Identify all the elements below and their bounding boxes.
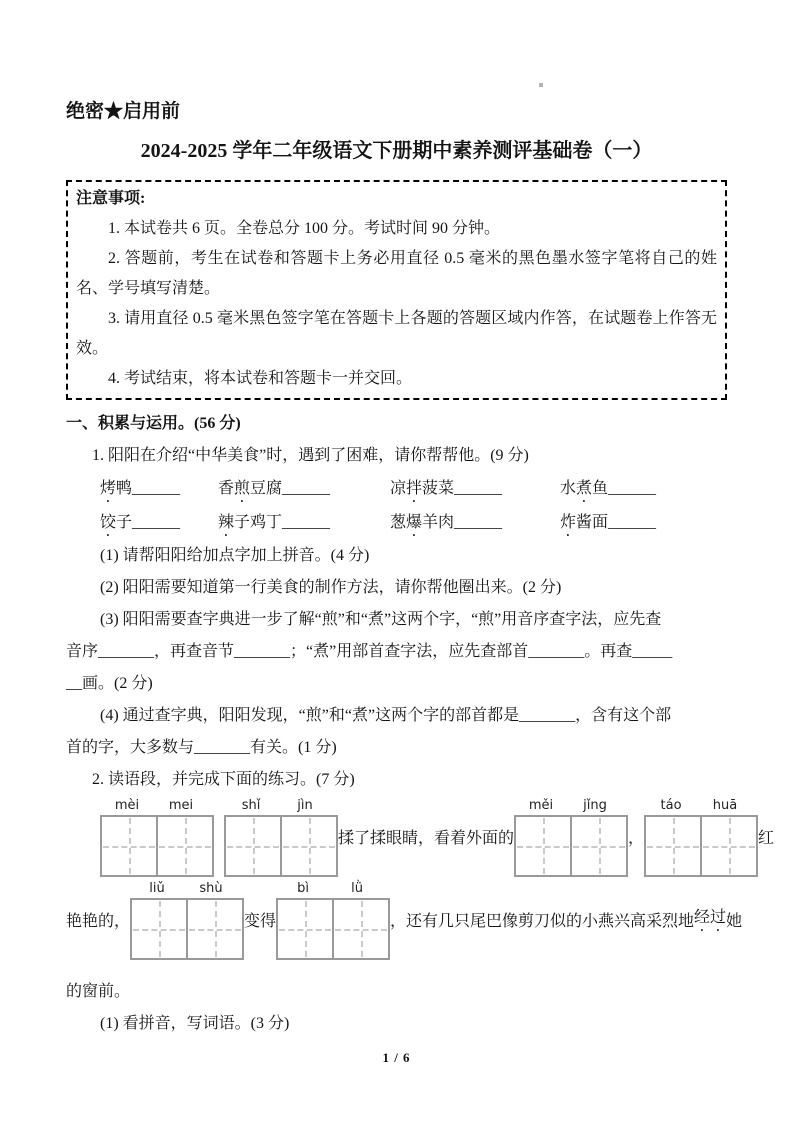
food-text: 羊肉 bbox=[422, 514, 455, 531]
answer-blank[interactable]: ______ bbox=[454, 480, 503, 497]
food-text: 酱面 bbox=[576, 514, 609, 531]
page-number: 1 / 6 bbox=[382, 1050, 411, 1065]
pinyin-syllable: táo bbox=[660, 798, 682, 813]
pinyin-labels bbox=[514, 796, 628, 815]
writing-cells bbox=[224, 815, 338, 877]
food-text: 葱 bbox=[390, 514, 407, 531]
answer-blank[interactable]: ______ bbox=[282, 514, 331, 531]
q1-sub3-line3: __画。(2 分) bbox=[66, 675, 153, 692]
pinyin-row-1 bbox=[66, 796, 775, 877]
answer-blank[interactable]: ______ bbox=[608, 480, 657, 497]
answer-blank[interactable]: ______ bbox=[454, 514, 503, 531]
pinyin-writing-grid bbox=[100, 796, 214, 877]
writing-cell[interactable] bbox=[280, 817, 336, 875]
notice-heading: 注意事项: bbox=[76, 190, 146, 207]
dotted-char: 煎 bbox=[234, 480, 251, 497]
writing-cell[interactable] bbox=[570, 817, 626, 875]
pinyin-syllable: liǔ bbox=[149, 881, 165, 896]
food-list bbox=[66, 472, 727, 540]
pinyin-syllable: mèi bbox=[114, 798, 140, 813]
dotted-char: 烤 bbox=[100, 480, 117, 497]
pinyin-labels bbox=[130, 879, 244, 898]
pinyin-writing-grid bbox=[130, 879, 244, 960]
pinyin-syllable: mei bbox=[168, 798, 194, 813]
writing-cell[interactable] bbox=[516, 817, 570, 875]
pinyin-syllable: jǐng bbox=[583, 798, 607, 813]
dotted-word: 经过 bbox=[694, 909, 727, 926]
q1-sub4-line1: (4) 通过查字典，阳阳发现，“煎”和“煮”这两个字的部首都是_______，含有这个部 bbox=[100, 707, 672, 724]
pinyin-syllable: měi bbox=[528, 798, 554, 813]
food-text: 凉 bbox=[390, 480, 407, 497]
writing-cell[interactable] bbox=[700, 817, 756, 875]
passage-text: 她 bbox=[726, 913, 743, 930]
writing-cell[interactable] bbox=[156, 817, 212, 875]
food-text: 鸭 bbox=[116, 480, 133, 497]
passage-text: 变得 bbox=[244, 913, 277, 930]
pinyin-syllable: jìn bbox=[297, 798, 313, 813]
food-text: 香 bbox=[218, 480, 235, 497]
writing-cells bbox=[130, 898, 244, 960]
dotted-char: 饺 bbox=[100, 514, 117, 531]
pinyin-syllable: lǜ bbox=[351, 881, 363, 896]
pinyin-syllable: huā bbox=[712, 798, 738, 813]
passage-text: ，还有几只尾巴像剪刀似的小燕兴高采烈地 bbox=[390, 913, 695, 930]
writing-cell[interactable] bbox=[186, 900, 242, 958]
writing-cell[interactable] bbox=[226, 817, 280, 875]
food-text: 菠菜 bbox=[422, 480, 455, 497]
pinyin-writing-grid bbox=[644, 796, 758, 877]
pinyin-labels bbox=[100, 796, 214, 815]
writing-cell[interactable] bbox=[102, 817, 156, 875]
writing-cells bbox=[514, 815, 628, 877]
q1-stem: 1. 阳阳在介绍“中华美食”时，遇到了困难，请你帮帮他。(9 分) bbox=[92, 447, 529, 464]
food-item bbox=[560, 472, 656, 506]
food-text: 豆腐 bbox=[250, 480, 283, 497]
passage-text: 红 bbox=[758, 830, 775, 847]
pinyin-syllable: shǐ bbox=[241, 798, 261, 813]
writing-cells bbox=[276, 898, 390, 960]
writing-cells bbox=[100, 815, 214, 877]
writing-cell[interactable] bbox=[132, 900, 186, 958]
food-item bbox=[100, 506, 218, 540]
passage-text: 艳艳的， bbox=[66, 913, 131, 930]
classification-banner: 绝密★启用前 bbox=[66, 101, 181, 122]
q1-sub3-line1: (3) 阳阳需要查字典进一步了解“煎”和“煮”这两个字，“煎”用音序查字法，应先查 bbox=[100, 611, 662, 628]
food-item bbox=[100, 472, 218, 506]
writing-cell[interactable] bbox=[646, 817, 700, 875]
writing-cell[interactable] bbox=[332, 900, 388, 958]
pinyin-labels bbox=[224, 796, 338, 815]
notice-item: 3. 请用直径 0.5 毫米黑色签字笔在答题卡上各题的答题区域内作答，在试题卷上作答无效。 bbox=[76, 310, 717, 357]
pinyin-syllable: shù bbox=[199, 881, 223, 896]
pinyin-labels bbox=[276, 879, 390, 898]
dotted-char: 炸 bbox=[560, 514, 577, 531]
pinyin-syllable: bì bbox=[297, 881, 309, 896]
notice-box bbox=[66, 180, 727, 400]
q1-sub2: (2) 阳阳需要知道第一行美食的制作方法，请你帮他圈出来。(2 分) bbox=[100, 579, 562, 596]
pinyin-writing-grid bbox=[514, 796, 628, 877]
food-item bbox=[218, 472, 390, 506]
food-item bbox=[218, 506, 390, 540]
dotted-char: 爆 bbox=[406, 514, 423, 531]
food-text: 鱼 bbox=[592, 480, 609, 497]
q1-sub3-line2: 音序_______，再查音节_______；“煮”用部首查字法，应先查部首_______。再查_____ bbox=[66, 643, 673, 660]
passage-text: 揉了揉眼睛，看着外面的 bbox=[338, 830, 515, 847]
passage-text: ， bbox=[628, 830, 645, 847]
passage-tail: 的窗前。 bbox=[66, 983, 131, 1000]
notice-item: 1. 本试卷共 6 页。全卷总分 100 分。考试时间 90 分钟。 bbox=[108, 220, 501, 237]
pinyin-labels bbox=[644, 796, 758, 815]
q1-sub4-line2: 首的字，大多数与_______有关。(1 分) bbox=[66, 739, 337, 756]
notice-item: 2. 答题前，考生在试卷和答题卡上务必用直径 0.5 毫米的黑色墨水签字笔将自己的姓名、学号填写清楚。 bbox=[76, 250, 717, 297]
food-text: 水 bbox=[560, 480, 577, 497]
notice-item: 4. 考试结束，将本试卷和答题卡一并交回。 bbox=[108, 370, 413, 387]
section-heading: 一、积累与运用。(56 分) bbox=[66, 415, 241, 432]
writing-cell[interactable] bbox=[278, 900, 332, 958]
scan-artifact-dot bbox=[539, 83, 543, 87]
answer-blank[interactable]: ______ bbox=[608, 514, 657, 531]
pinyin-row-2 bbox=[66, 879, 743, 960]
dotted-char: 煮 bbox=[576, 480, 593, 497]
food-text: 子鸡丁 bbox=[234, 514, 283, 531]
pinyin-writing-grid bbox=[276, 879, 390, 960]
food-item bbox=[390, 472, 560, 506]
food-row bbox=[100, 506, 727, 540]
writing-cells bbox=[644, 815, 758, 877]
food-row bbox=[100, 472, 727, 506]
answer-blank[interactable]: ______ bbox=[132, 514, 181, 531]
food-item bbox=[560, 506, 656, 540]
food-text: 子 bbox=[116, 514, 133, 531]
food-item bbox=[390, 506, 560, 540]
q2-stem: 2. 读语段，并完成下面的练习。(7 分) bbox=[92, 771, 355, 788]
page-title: 2024-2025 学年二年级语文下册期中素养测评基础卷（一） bbox=[140, 140, 653, 162]
answer-blank[interactable]: ______ bbox=[132, 480, 181, 497]
dotted-char: 拌 bbox=[406, 480, 423, 497]
q2-sub1: (1) 看拼音，写词语。(3 分) bbox=[100, 1015, 290, 1032]
dotted-char: 辣 bbox=[218, 514, 235, 531]
q1-sub1: (1) 请帮阳阳给加点字加上拼音。(4 分) bbox=[100, 547, 370, 564]
answer-blank[interactable]: ______ bbox=[282, 480, 331, 497]
pinyin-writing-grid bbox=[224, 796, 338, 877]
